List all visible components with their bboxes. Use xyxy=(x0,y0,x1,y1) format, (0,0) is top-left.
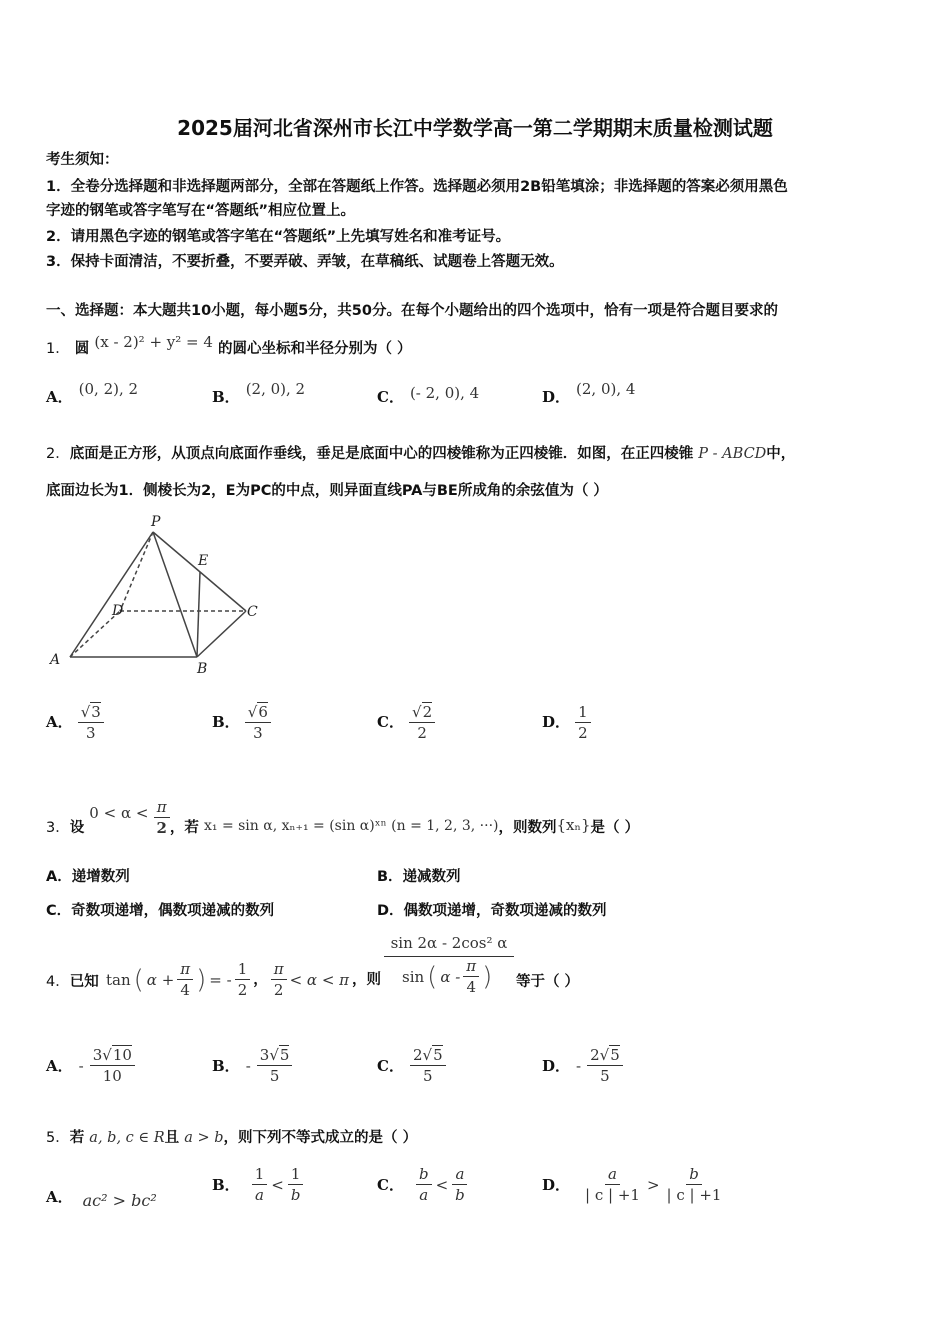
question-number: 3． xyxy=(46,819,70,836)
q4-option-b[interactable]: B． - $\frac{3√5}{5}$ xyxy=(212,1046,292,1085)
notice-item-1-cont: 字迹的钢笔或答字笔写在“答题纸”相应位置上。 xyxy=(46,203,356,219)
q4-option-a[interactable]: A． - $\frac{3√10}{10}$ xyxy=(46,1046,135,1085)
q3-option-a[interactable]: A．递增数列 xyxy=(46,869,130,885)
question-number: 5． xyxy=(46,1130,70,1146)
q1-option-c[interactable]: C． (- 2, 0), 4 xyxy=(377,384,480,406)
label-D: D xyxy=(112,603,124,619)
q1-option-b[interactable]: B． (2, 0), 2 xyxy=(212,380,306,406)
q4-option-c[interactable]: C． $\frac{2√5}{5}$ xyxy=(377,1046,446,1085)
q4-option-d[interactable]: D． - $\frac{2√5}{5}$ xyxy=(542,1046,623,1085)
segment-BE xyxy=(197,572,200,657)
page-title: 2025届河北省深州市长江中学数学高一第二学期期末质量检测试题 xyxy=(177,116,773,140)
edge-BC xyxy=(197,611,246,657)
q2-option-a[interactable]: A． $\frac{√3}{3}$ xyxy=(46,703,104,742)
q3-option-b[interactable]: B．递减数列 xyxy=(377,869,461,885)
q5-option-c[interactable]: C． $\frac{b}{a}$ < $\frac{a}{b}$ xyxy=(377,1165,468,1204)
notice-item-2: 2．请用黑色字迹的钢笔或答字笔在“答题纸”上先填写姓名和准考证号。 xyxy=(46,229,511,245)
q1-option-d[interactable]: D． (2, 0), 4 xyxy=(542,380,636,406)
q2-option-b[interactable]: B． $\frac{√6}{3}$ xyxy=(212,703,271,742)
q1-option-a[interactable]: A． (0, 2), 2 xyxy=(46,380,139,406)
edge-PA xyxy=(70,532,153,657)
label-A: A xyxy=(50,652,61,668)
question-number: 4． xyxy=(46,974,70,990)
question-1: 1． 圆 (x - 2)² + y² = 4 的圆心坐标和半径分别为（ ） xyxy=(46,333,412,357)
question-number: 1． xyxy=(46,341,70,357)
q5-option-a[interactable]: A． ac² > bc² xyxy=(46,1188,157,1210)
question-5: 5．若 a, b, c ∈ R且 a > b，则下列不等式成立的是（ ） xyxy=(46,1130,418,1146)
section-heading: 一、选择题：本大题共10小题，每小题5分，共50分。在每个小题给出的四个选项中，恰有一项是符合题目要求的 xyxy=(46,303,778,319)
q2-option-d[interactable]: D． $\frac{1}{2}$ xyxy=(542,703,591,742)
q5-option-b[interactable]: B． $\frac{1}{a}$ < $\frac{1}{b}$ xyxy=(212,1165,303,1204)
q3-option-d[interactable]: D．偶数项递增，奇数项递减的数列 xyxy=(377,903,607,919)
edge-PD xyxy=(120,532,153,611)
label-C: C xyxy=(247,604,258,620)
label-P: P xyxy=(151,514,161,530)
q4-target-fraction: sin 2α - 2cos² α sin ( α - $\frac{\pi}{4}$ ) xyxy=(384,934,514,996)
q4-post: 等于（ ） xyxy=(516,974,580,990)
question-2-line-2: 底面边长为1．侧棱长为2，E为PC的中点，则异面直线PA与BE所成角的余弦值为（ ） xyxy=(46,483,608,499)
question-2: 2．底面是正方形，从顶点向底面作垂线，垂足是底面中心的四棱锥称为正四棱锥．如图，在正四棱锥 P - ABCD中， xyxy=(46,446,796,462)
notice-item-1: 1．全卷分选择题和非选择题两部分，全部在答题纸上作答。选择题必须用2B铅笔填涂；非选择题的答案必须用黑色 xyxy=(46,179,788,195)
notice-heading: 考生须知： xyxy=(46,152,119,168)
label-B: B xyxy=(197,661,208,677)
pyramid-figure xyxy=(40,505,280,685)
question-number: 2． xyxy=(46,446,70,462)
q4-condition: tan ( α + $\frac{\pi}{4}$ ) = - $\frac{1}{2}$ ， $\frac{\pi}{2}$ < α < π ，则 xyxy=(106,960,382,999)
label-E: E xyxy=(198,553,209,569)
question-3: 3．设 0 < α < $\frac{\pi}{2}$ ，若 x₁ = sin α, xₙ₊₁ = (sin α)ˣⁿ (n = 1, 2, 3, ···)，则数列{xₙ}是（ ） xyxy=(46,798,640,837)
notice-item-3: 3．保持卡面清洁，不要折叠，不要弄破、弄皱，在草稿纸、试题卷上答题无效。 xyxy=(46,254,564,270)
pyramid-name: P - ABCD xyxy=(698,446,767,462)
q2-option-c[interactable]: C． $\frac{√2}{2}$ xyxy=(377,703,435,742)
sequence-definition: x₁ = sin α, xₙ₊₁ = (sin α)ˣⁿ (n = 1, 2, 3, ···) xyxy=(203,817,499,834)
question-4: 4．已知 xyxy=(46,974,99,990)
q5-option-d[interactable]: D． $\frac{a}{| c | +1}$ > $\frac{b}{| c | +1}$ xyxy=(542,1165,722,1204)
circle-equation: (x - 2)² + y² = 4 xyxy=(94,333,213,351)
q3-option-c[interactable]: C．奇数项递增，偶数项递减的数列 xyxy=(46,903,275,919)
